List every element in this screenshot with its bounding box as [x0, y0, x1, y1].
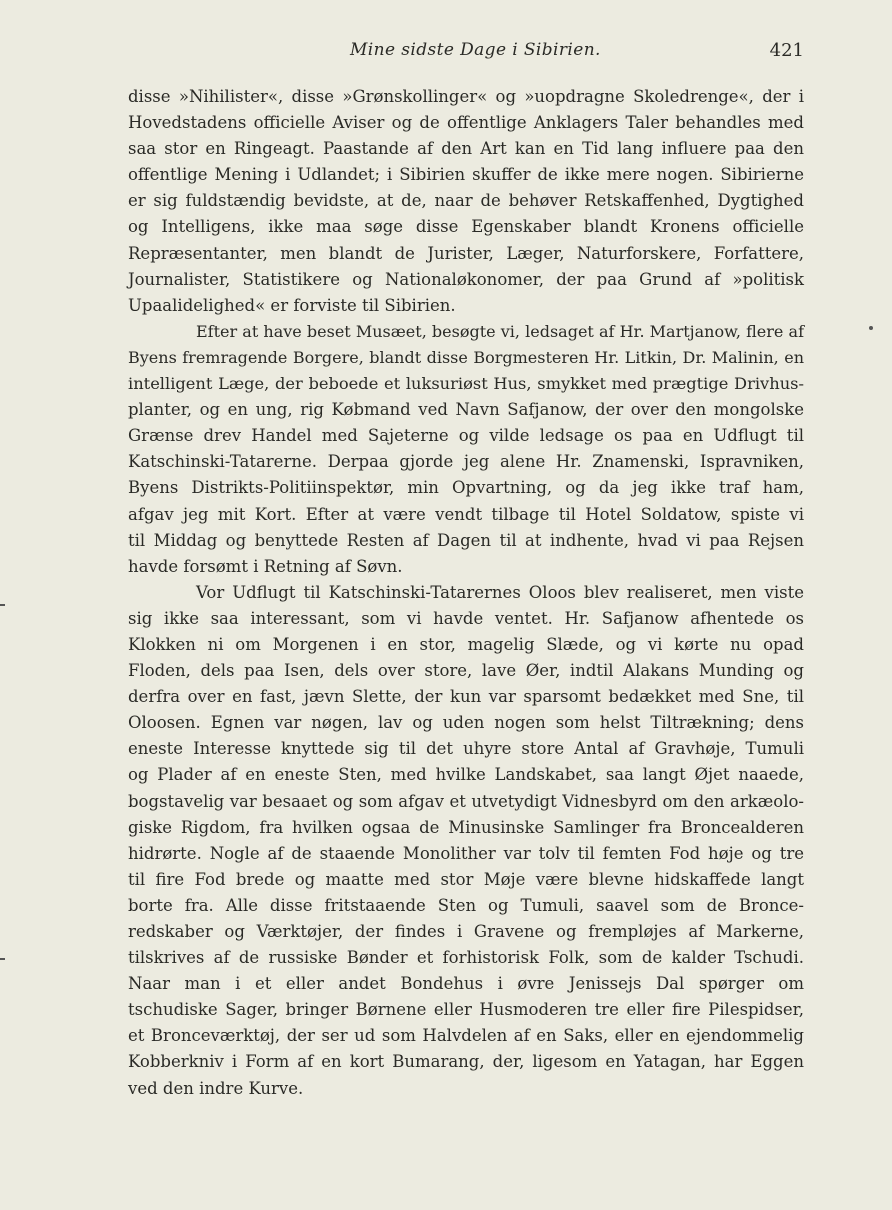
text-line: og Intelligens, ikke maa søge disse Egenskaber blandt Kronens officielle — [128, 217, 804, 237]
text-line: bogstavelig var besaaet og som afgav et utvetydigt Vidnesbyrd om den arkæolo- — [128, 791, 804, 811]
text-line: planter, og en ung, rig Købmand ved Navn Safjanow, der over den mongolske — [128, 400, 804, 420]
text-line: Klokken ni om Morgenen i en stor, magelig Slæde, og vi kørte nu opad — [128, 634, 804, 654]
page-header — [128, 40, 804, 66]
text-line: sig ikke saa interessant, som vi havde ventet. Hr. Safjanow afhentede os — [128, 608, 804, 628]
text-line: til Middag og benyttede Resten af Dagen til at indhente, hvad vi paa Rejsen — [128, 530, 804, 550]
text-line: borte fra. Alle disse fritstaaende Sten og Tumuli, saavel som de Bronce- — [128, 895, 804, 915]
text-line: Grænse drev Handel med Sajeterne og vilde ledsage os paa en Udflugt til — [128, 426, 804, 446]
text-line: ved den indre Kurve. — [128, 1078, 304, 1098]
text-line: Vor Udflugt til Katschinski-Tatarernes Oloos blev realiseret, men viste — [196, 582, 804, 602]
text-line: intelligent Læge, der beboede et luksuriøst Hus, smykket med prægtige Drivhus- — [128, 374, 804, 394]
text-line: Journalister, Statistikere og Nationaløkonomer, der paa Grund af »politisk — [128, 269, 804, 289]
text-line: Katschinski-Tatarerne. Derpaa gjorde jeg alene Hr. Znamenski, Ispravniken, — [128, 452, 804, 472]
text-line: et Bronceværktøj, der ser ud som Halvdelen af en Saks, eller en ejendommelig — [128, 1026, 804, 1046]
text-line: Kobberkniv i Form af en kort Bumarang, der, ligesom en Yatagan, har Eggen — [128, 1052, 804, 1072]
text-line: Repræsentanter, men blandt de Jurister, Læger, Naturforskere, Forfattere, — [128, 243, 804, 263]
text-line: Upaalidelighed« er forviste til Sibirien. — [128, 295, 456, 315]
text-line: Byens Distrikts-Politiinspektør, min Opvartning, og da jeg ikke traf ham, — [128, 478, 804, 498]
text-line: derfra over en fast, jævn Slette, der kun var sparsomt bedækket med Sne, til — [128, 687, 804, 707]
text-line: havde forsømt i Retning af Søvn. — [128, 556, 403, 576]
text-line: redskaber og Værktøjer, der findes i Gravene og frempløjes af Markerne, — [128, 922, 804, 941]
body-text — [128, 84, 804, 1102]
margin-mark — [0, 604, 5, 606]
text-line: afgav jeg mit Kort. Efter at være vendt tilbage til Hotel Soldatow, spiste vi — [128, 504, 804, 524]
text-line: Floden, dels paa Isen, dels over store, lave Øer, indtil Alakans Munding og — [128, 661, 804, 681]
text-line: tilskrives af de russiske Bønder et forhistorisk Folk, som de kalder Tschudi. — [128, 948, 804, 968]
text-line: eneste Interesse knyttede sig til det uhyre store Antal af Gravhøje, Tumuli — [128, 739, 804, 759]
text-line: tschudiske Sager, bringer Børnene eller Husmoderen tre eller fire Pilespidser, — [128, 1000, 804, 1020]
text-line: til fire Fod brede og maatte med stor Møje være blevne hidskaffede langt — [128, 869, 804, 889]
text-line: er sig fuldstændig bevidste, at de, naar de behøver Retskaffenhed, Dygtighed — [128, 191, 804, 211]
text-line: saa stor en Ringeagt. Paastande af den Art kan en Tid lang influere paa den — [128, 139, 804, 159]
text-line: Efter at have beset Musæet, besøgte vi, ledsaget af Hr. Martjanow, flere af — [196, 321, 804, 341]
text-line: og Plader af en eneste Sten, med hvilke Landskabet, saa langt Øjet naaede, — [128, 765, 804, 785]
margin-mark — [0, 958, 5, 960]
text-line: hidrørte. Nogle af de staaende Monolither var tolv til femten Fod høje og tre — [128, 843, 804, 863]
text-line: disse »Nihilister«, disse »Grønskollinger« og »uopdragne Skoledrenge«, der i — [128, 87, 804, 106]
text-line: Hovedstadens officielle Aviser og de offentlige Anklagers Taler behandles med — [128, 113, 804, 133]
text-line: offentlige Mening i Udlandet; i Sibirien skuffer de ikke mere nogen. Sibirierne — [128, 165, 804, 185]
text-line: Naar man i et eller andet Bondehus i øvre Jenissejs Dal spørger om — [128, 974, 804, 994]
page-number: 421 — [769, 40, 804, 61]
text-line: Byens fremragende Borgere, blandt disse Borgmesteren Hr. Litkin, Dr. Malinin, en — [128, 347, 804, 367]
text-line: giske Rigdom, fra hvilken ogsaa de Minusinske Samlinger fra Broncealderen — [128, 817, 804, 837]
running-title: Mine sidste Dage i Sibirien. — [350, 40, 601, 60]
text-line: Oloosen. Egnen var nøgen, lav og uden nogen som helst Tiltrækning; dens — [128, 713, 804, 733]
margin-mark — [869, 326, 873, 330]
